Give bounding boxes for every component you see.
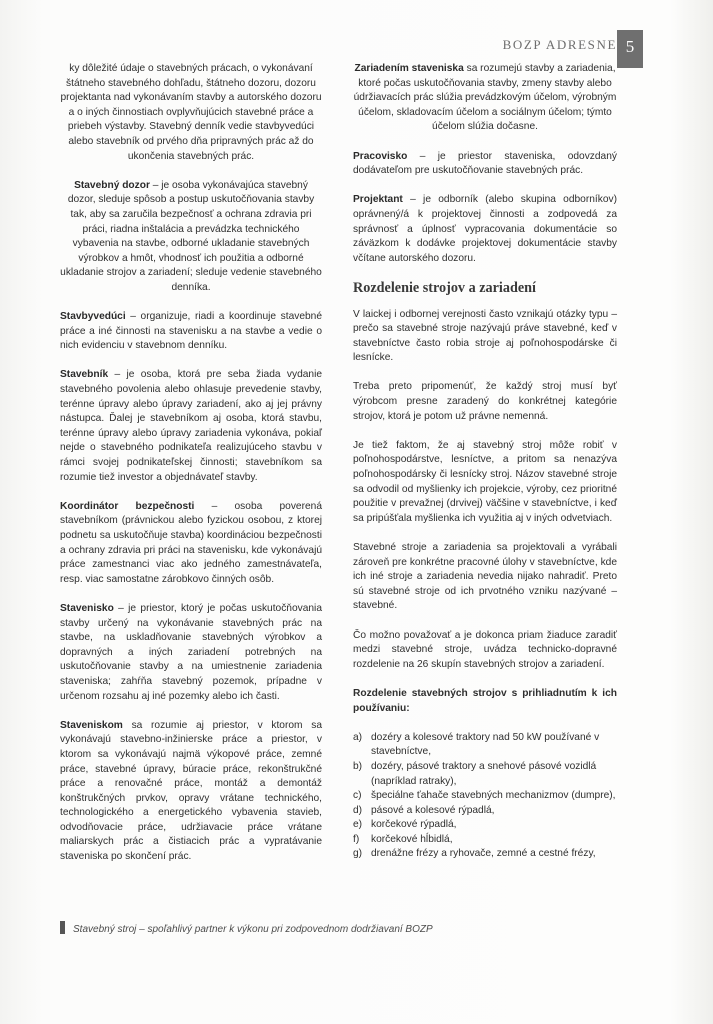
- body-paragraph: Stavebné stroje a zariadenia sa projektovali a vyrábali zároveň pre konkrétne pracovné úlohy v stavebníctve, kde ich iné stroje a zariadenia nevedia nijako nahradiť. Preto sú stavebné stroje od ich prvotného vzniku nazývané – stavebné.: [353, 542, 617, 612]
- body-paragraph: Treba preto pripomenúť, že každý stroj musí byť výrobcom presne zaradený do konkrétnej kategórie strojov, ktorá je potom už právne nemenná.: [353, 381, 617, 422]
- list-item-text: korčekové hĺbidlá,: [371, 833, 453, 845]
- machine-category-list: [353, 731, 617, 862]
- body-paragraph: V laickej i odbornej verejnosti často vznikajú otázky typu – prečo sa stavebné stroje nazývajú práve stavebné, keď v stavebníctve často robia stroje aj poľnohospodárske či lesnícke.: [353, 308, 617, 364]
- definition-paragraph: [60, 62, 322, 164]
- list-marker: f): [353, 833, 360, 845]
- definition-text: sa rozumejú stavby a zariadenia, ktoré počas uskutočňovania stavby, zmeny stavby alebo údržiavacích prác slúžia prevádzkovým účelom, výrobným účelom, skladovacím účelom a sociálnym účelom; týmto účelom slúžia dočasne.: [353, 63, 617, 133]
- definition-term: Stavenisko: [60, 602, 114, 614]
- list-item-text: špeciálne ťahače stavebných mechanizmov (dumpre),: [371, 790, 616, 802]
- body-paragraph: Čo možno považovať a je dokonca priam žiaduce zaradiť medzi stavebné stroje, uvádza technicko-dopravné rozdelenie na 26 skupín stavebných strojov a zariadení.: [353, 629, 617, 670]
- list-item-text: pásové a kolesové rýpadlá,: [371, 804, 495, 816]
- list-subheading: Rozdelenie stavebných strojov s prihliadnutím k ich používaniu:: [353, 687, 617, 714]
- definition-text: – je odborník (alebo skupina odborníkov) oprávnený/á k projektovej činnosti a zodpovedá za správnosť a úplnosť vypracovania dokumentácie so záväzkom k dodávke projektovej dokumentácie stavby včítane autorského dozoru.: [353, 194, 617, 264]
- list-marker: g): [353, 848, 363, 860]
- right-column: [353, 62, 617, 862]
- definition-paragraph: [353, 150, 617, 179]
- definition-term: Zariadením staveniska: [354, 63, 464, 74]
- list-marker: a): [353, 731, 363, 743]
- list-item: [353, 818, 617, 833]
- definition-text: – je priestor staveniska, odovzdaný dodávateľom pre uskutočňovanie stavebných prác.: [353, 150, 617, 177]
- definition-paragraph: [353, 193, 617, 266]
- list-marker: c): [353, 790, 362, 802]
- list-marker: d): [353, 804, 363, 816]
- list-item: [353, 789, 617, 804]
- list-item: [353, 731, 617, 760]
- running-header: BOZP ADRESNE: [502, 37, 617, 52]
- definition-text: ky dôležité údaje o stavebných prácach, o vykonávaní štátneho stavebného dohľadu, štátneho dozoru, dozoru projektanta nad vykonávaním stavby a autorského dozoru a o iných činnostiach ovplyvňujúcich stavebné práce a priebeh výstavby. Stavebný denník vedie stavbyvedúci alebo stavebník od prvého dňa pripravných prác až do ukončenia stavebných prác.: [60, 63, 322, 162]
- list-item: [353, 847, 617, 862]
- section-body: [353, 308, 617, 673]
- definition-paragraph: [60, 719, 322, 865]
- definition-term: Stavebník: [60, 369, 109, 381]
- footer-bar-decoration: [60, 921, 65, 934]
- section-heading: Rozdelenie strojov a zariadení: [353, 279, 536, 296]
- definition-paragraph: [60, 310, 322, 354]
- definition-term: Pracovisko: [353, 150, 408, 162]
- list-marker: e): [353, 819, 363, 831]
- definition-term: Staveniskom: [60, 719, 123, 731]
- page-footer: [60, 921, 433, 935]
- body-paragraph: Je tiež faktom, že aj stavebný stroj môže robiť v poľnohospodárstve, lesníctve, a pritom sa nenazýva poľnohospodársky či lesnícky stroj. Názov stavebné stroje sa odvodil od myšlienky ich projekcie, výroby, cez prioritné použitie v prevažnej (drvivej) väčšine v stavebníctve, i keď sa pripúšťala myšlienka ich využitia aj v iných odvetviach.: [353, 439, 617, 524]
- list-item-text: korčekové rýpadlá,: [371, 819, 457, 831]
- definition-paragraph: [60, 602, 322, 704]
- list-item-text: drenážne frézy a ryhovače, zemné a cestné frézy,: [371, 848, 596, 860]
- footer-text: Stavebný stroj – spoľahlivý partner k výkonu pri zodpovednom dodržiavaní BOZP: [73, 924, 433, 935]
- definition-text: – je priestor, ktorý je počas uskutočňovania stavby určený na vykonávanie stavebných prác na stavbe, na uskladňovanie stavebných výrobkov a dopravných a iných zariadení potrebných na uskutočňovanie stavby a na umiestnenie zariadenia staveniska; zahŕňa stavebný pozemok, prípadne v určenom rozsahu aj iné pozemky alebo ich časti.: [60, 602, 322, 702]
- definition-paragraph: [60, 179, 322, 296]
- definition-text: – je osoba, ktorá pre seba žiada vydanie stavebného povolenia alebo ohlasuje prevedenie stavby, terénne úpravy alebo úpravy zariadení, ako aj jej právny nástupca. Ďalej je stavebníkom aj osoba, ktorá stavbu, terénne úpravy alebo úpravy zariadenia vykonáva, pokiaľ nejde o stavebného podnikateľa realizujúceho stavbu v rámci svojej podnikateľskej činnosti; stavebníkom sa rozumie tiež investor a objednávateľ stavby.: [60, 369, 322, 483]
- definition-paragraph: [60, 500, 322, 588]
- list-item: [353, 760, 617, 789]
- definition-term: Stavbyvedúci: [60, 311, 126, 323]
- definition-text: – je osoba vykonávajúca stavebný dozor, sleduje spôsob a postup uskutočňovania stavby tak, aby sa zaručila bezpečnosť a ochrana zdravia pri práci, riadna inštalácia a prevádzka technického vybavenia na stavbe, odborné ukladanie stavebných výrobkov a hmôt, vhodnosť ich použitia a odborné ukladanie strojov a zariadení; sleduje vedenie stavebného denníka.: [60, 179, 322, 293]
- definition-paragraph: [60, 368, 322, 485]
- definitions-list: [353, 62, 617, 266]
- definition-text: – organizuje, riadi a koordinuje stavebné práce a iné činnosti na stavenisku a na stavbe a vedie o nich evidenciu v stavebnom denníku.: [60, 311, 322, 352]
- list-item: [353, 804, 617, 819]
- page-number: 5: [617, 30, 643, 68]
- list-item-text: dozéry, pásové traktory a snehové pásové vozidlá (napríklad ratraky),: [371, 760, 597, 787]
- definition-paragraph: [353, 62, 617, 135]
- definition-term: Projektant: [353, 194, 403, 206]
- definition-text: sa rozumie aj priestor, v ktorom sa vykonávajú stavebno-inžinierske práce a priestor, v ktorom sa vykonávajú najmä výkopové práce, zemné práce, stavebné úpravy, búracie práce, rekonštrukčné práce a renovačné práce, montáž a demontáž konštrukčných prvkov, opravy vrátane technického, technologického a energetického vybavenia stavieb, odvodňovacie práce, udržiavacie práce vrátane maliarskych prác a čistiacich prác a vypratávanie staveniska po skončení prác.: [60, 719, 322, 863]
- left-column: [60, 62, 322, 879]
- list-item: [353, 833, 617, 848]
- list-marker: b): [353, 760, 363, 772]
- definition-term: Koordinátor bezpečnosti: [60, 500, 195, 512]
- list-item-text: dozéry a kolesové traktory nad 50 kW používané v stavebníctve,: [371, 731, 600, 758]
- definition-term: Stavebný dozor: [74, 179, 150, 191]
- definition-text: – osoba poverená stavebníkom (právnickou alebo fyzickou osobou, z ktorej podnetu sa uskutočňuje stavba) koordináciou bezpečnosti a ochrany zdravia pri práci na stavenisku, kde vykonávajú práce zamestnanci viac ako jedného zamestnávateľa, resp. viac samostatne zárobkovo činných osôb.: [60, 500, 322, 585]
